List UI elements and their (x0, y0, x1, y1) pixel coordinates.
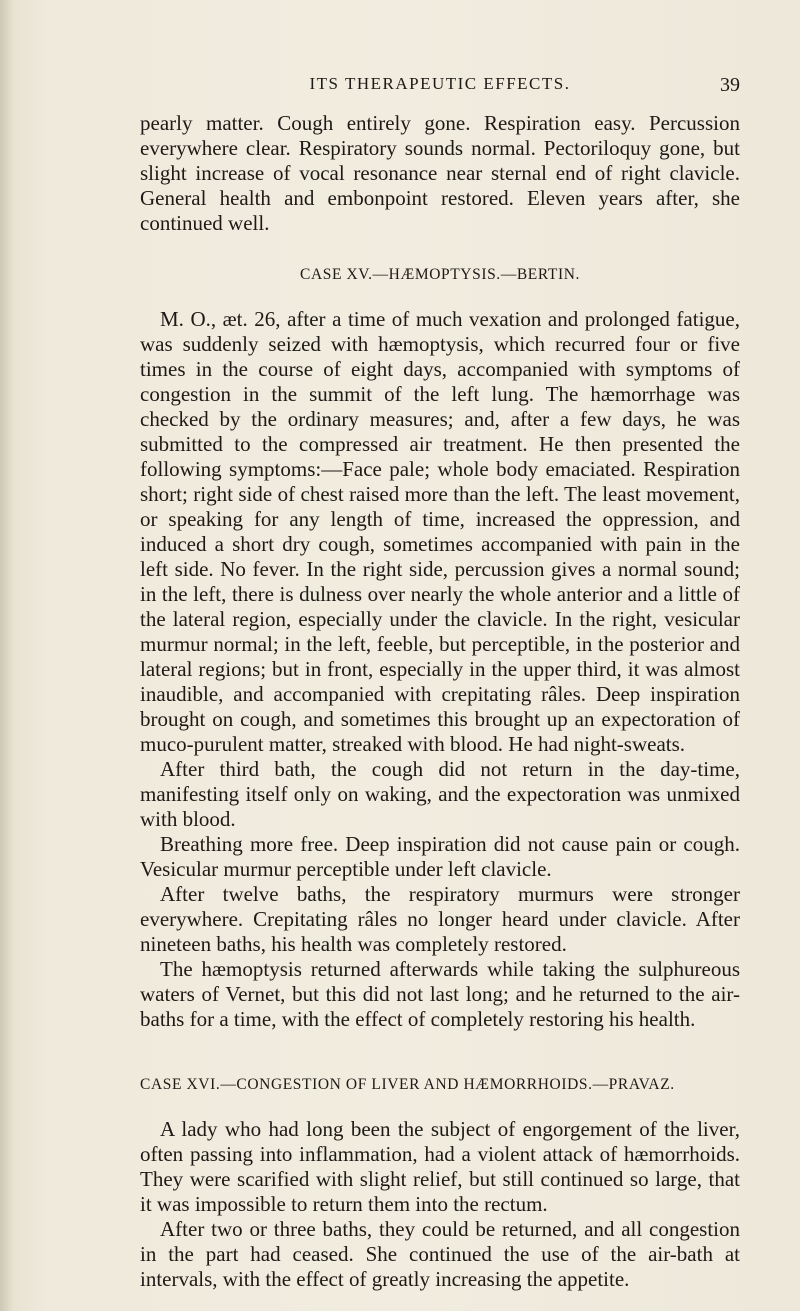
page-number: 39 (720, 74, 740, 96)
case-xvi-heading: CASE XVI.—CONGESTION OF LIVER AND HÆMORRHOIDS.—PRAVAZ. (140, 1076, 675, 1093)
case-xv-paragraph-4: After twelve baths, the respiratory murmurs were stronger everywhere. Crepitating râles no longer heard under clavicle. After nineteen baths, his health was completely restored. (140, 882, 740, 956)
page-edge-shadow (0, 0, 14, 1311)
running-title: ITS THERAPEUTIC EFFECTS. (309, 74, 571, 93)
case-xv-paragraph-2: After third bath, the cough did not return in the day-time, manifesting itself only on waking, and the expectoration was unmixed with blood. (140, 757, 740, 831)
case-xv-paragraph-1: M. O., æt. 26, after a time of much vexation and prolonged fatigue, was suddenly seized with hæmoptysis, which recurred four or five times in the course of eight days, accompanied with symptoms of congestion in the summit of the left lung. The hæmorrhage was checked by the ordinary measures; and, after a few days, he was submitted to the compressed air treatment. He then presented the following symptoms:—Face pale; whole body emaciated. Respiration short; right side of chest raised more than the left. The least movement, or speaking for any length of time, increased the oppression, and induced a short dry cough, sometimes accompanied with pain in the left side. No fever. In the right side, percussion gives a normal sound; in the left, there is dulness over nearly the whole anterior and a little of the lateral region, especially under the clavicle. In the right, vesicular murmur normal; in the left, feeble, but perceptible, in the posterior and lateral regions; but in front, especially in the upper third, it was almost inaudible, and accompanied with crepitating râles. Deep inspiration brought on cough, and sometimes this brought up an expectoration of muco-purulent matter, streaked with blood. He had night-sweats. (140, 307, 740, 756)
body-text (140, 111, 740, 1292)
case-xv-heading: CASE XV.—HÆMOPTYSIS.—BERTIN. (300, 266, 580, 283)
case-xvi-paragraph-2: After two or three baths, they could be returned, and all congestion in the part had ceased. She continued the use of the air-bath at intervals, with the effect of greatly increasing the appetite. (140, 1217, 740, 1291)
case-xvi-paragraph-1: A lady who had long been the subject of engorgement of the liver, often passing into inflammation, had a violent attack of hæmorrhoids. They were scarified with slight relief, but still continued so large, that it was impossible to return them into the rectum. (140, 1117, 740, 1216)
case-xv-paragraph-5: The hæmoptysis returned afterwards while taking the sulphureous waters of Vernet, but this did not last long; and he returned to the air-baths for a time, with the effect of completely restoring his health. (140, 957, 740, 1031)
case-xv-paragraph-3: Breathing more free. Deep inspiration did not cause pain or cough. Vesicular murmur perceptible under left clavicle. (140, 832, 740, 881)
running-head (140, 74, 740, 102)
intro-paragraph: pearly matter. Cough entirely gone. Respiration easy. Percussion everywhere clear. Respiratory sounds normal. Pectoriloquy gone, but slight increase of vocal resonance near sternal end of right clavicle. General health and embonpoint restored. Eleven years after, she continued well. (140, 111, 740, 235)
